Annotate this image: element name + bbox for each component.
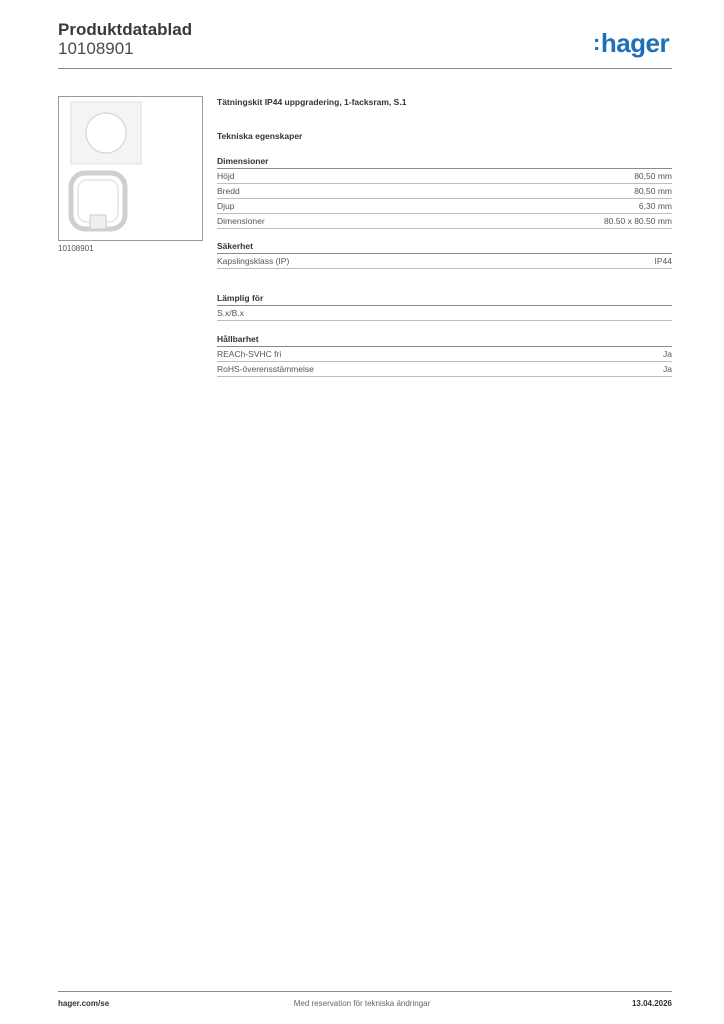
spec-row	[217, 306, 672, 321]
logo-text: hager	[600, 28, 670, 58]
footer-date: 13.04.2026	[631, 999, 672, 1008]
spec-value: 80,50 mm	[634, 171, 672, 181]
group-dimensions	[217, 155, 672, 229]
spec-value: IP44	[654, 256, 672, 266]
spec-row	[217, 184, 672, 199]
product-number: 10108901	[58, 39, 134, 58]
image-caption: 10108901	[58, 244, 94, 253]
header-divider	[58, 68, 672, 69]
group-title: Dimensioner	[217, 155, 672, 169]
product-image	[58, 96, 203, 241]
hager-logo	[593, 28, 669, 59]
spec-value: Ja	[663, 349, 672, 359]
seal-ring-tab	[90, 215, 106, 229]
spec-row	[217, 169, 672, 184]
logo-colon: :	[593, 30, 600, 55]
group-safety	[217, 240, 672, 269]
spec-value: 80.50 x 80.50 mm	[603, 216, 672, 226]
spec-value: 6,30 mm	[638, 201, 672, 211]
spec-value: Ja	[663, 364, 672, 374]
spec-row	[217, 254, 672, 269]
footer-divider	[58, 991, 672, 992]
spec-label: Bredd	[217, 186, 240, 196]
spec-label: S.x/B.x	[217, 308, 244, 318]
spec-label: Höjd	[217, 171, 235, 181]
footer-disclaimer: Med reservation för tekniska ändringar	[293, 999, 431, 1008]
spec-label: Kapslingsklass (IP)	[217, 256, 290, 266]
group-suitable-for	[217, 292, 672, 321]
spec-content	[217, 96, 672, 377]
spec-row	[217, 199, 672, 214]
spec-label: Djup	[217, 201, 235, 211]
footer-website-link[interactable]: hager.com/se	[58, 999, 110, 1008]
spec-label: REACh-SVHC fri	[217, 349, 282, 359]
spec-row	[217, 214, 672, 229]
spec-row	[217, 347, 672, 362]
group-sustainability	[217, 333, 672, 377]
group-title: Hållbarhet	[217, 333, 672, 347]
group-title: Lämplig för	[217, 292, 672, 306]
group-title: Säkerhet	[217, 240, 672, 254]
spec-label: RoHS-överensstämmelse	[217, 364, 314, 374]
page-title: Produktdatablad	[58, 20, 193, 39]
spec-value: 80,50 mm	[634, 186, 672, 196]
product-name: Tätningskit IP44 uppgradering, 1-facksram, S.1	[217, 97, 407, 107]
spec-row	[217, 362, 672, 377]
round-opening-shape	[86, 113, 126, 153]
spec-label: Dimensioner	[217, 216, 265, 226]
section-title: Tekniska egenskaper	[217, 131, 303, 141]
product-illustration	[59, 97, 202, 240]
